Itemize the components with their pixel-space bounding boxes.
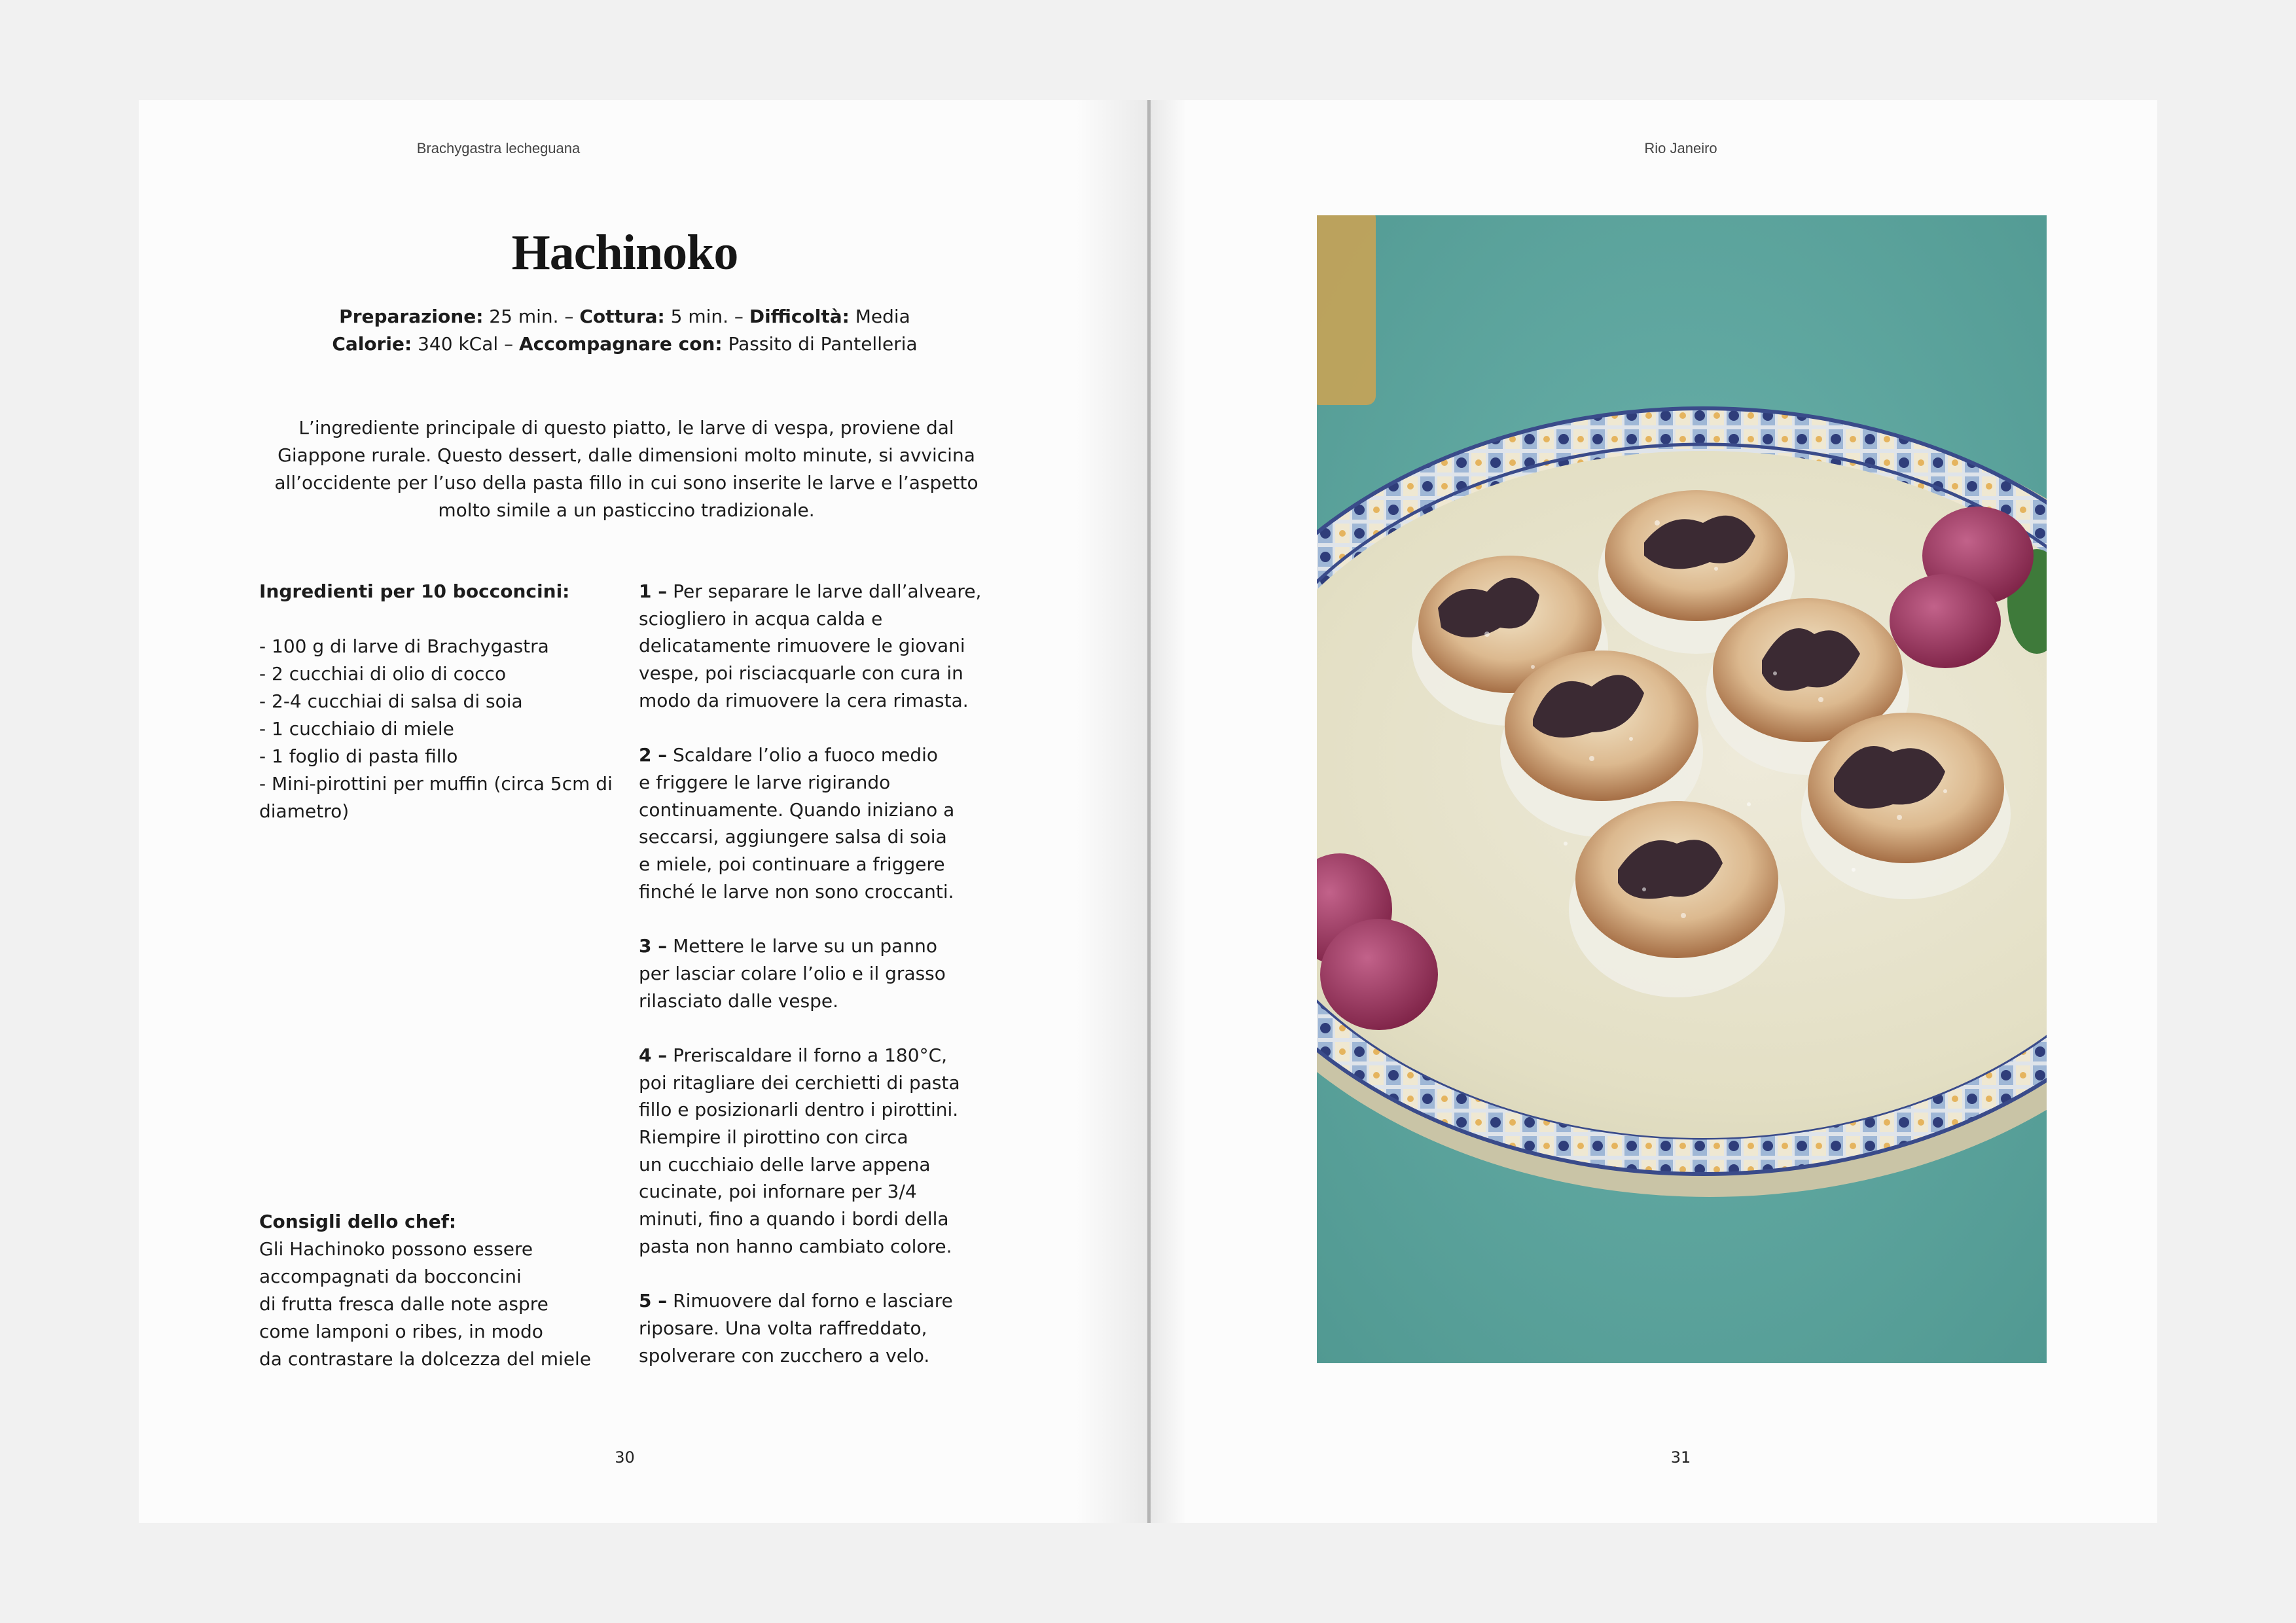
difficulty-value: Media: [849, 306, 910, 327]
step-1: [639, 578, 1005, 715]
step-2: [639, 741, 1005, 905]
right-page: [1147, 100, 2157, 1523]
pairing-label: Accompagnare con:: [518, 333, 723, 355]
raspberry: [1320, 919, 1438, 1030]
step-number: 1 –: [639, 580, 668, 602]
ingredient-item: - Mini-pirottini per muffin (circa 5cm di diametro): [259, 773, 613, 822]
gutter-shadow-right: [1151, 100, 1187, 1523]
calories-value: 340 kCal –: [412, 333, 519, 355]
ingredient-item: - 2 cucchiai di olio di cocco: [259, 663, 507, 685]
difficulty-label: Difficoltà:: [749, 306, 850, 327]
ingredient-item: - 2-4 cucchiai di salsa di soia: [259, 690, 523, 712]
meta-line-2: [139, 330, 1111, 358]
meta-line-1: [139, 303, 1111, 330]
ingredient-item: - 1 cucchiaio di miele: [259, 718, 454, 740]
running-head-text: Brachygastra lecheguana: [416, 140, 581, 156]
step-3: [639, 933, 1005, 1014]
step-text: Scaldare l’olio a fuoco medio e friggere le larve rigirando continuamente. Quando iniziano a seccarsi, aggiungere salsa di soia e miele, poi continuare a friggere finché le larve non sono croccanti.: [639, 744, 955, 902]
step-text: Mettere le larve su un panno per lasciar colare l’olio e il grasso rilasciato dalle vespe.: [639, 935, 946, 1012]
step-text: Preriscaldare il forno a 180°C, poi ritagliare dei cerchietti di pasta fillo e posizionarli dentro i pirottini. Riempire il pirottino con circa un cucchiaio delle larve appena cucinate, poi infornare per 3/4 minuti, fino a quando i bordi della pasta non hanno cambiato colore.: [639, 1044, 960, 1257]
step-number: 4 –: [639, 1044, 668, 1066]
pastry: [1801, 713, 2011, 899]
ingredients-list: [259, 633, 626, 825]
dish-photo: [1317, 215, 2047, 1363]
prep-value: 25 min. –: [483, 306, 580, 327]
step-text: Per separare le larve dall’alveare, sciogliero in acqua calda e delicatamente rimuovere le giovani vespe, poi risciacquarle con cura in modo da rimuovere la cera rimasta.: [639, 580, 982, 711]
cook-label: Cottura:: [579, 306, 665, 327]
left-page: [139, 100, 1147, 1523]
step-4: [639, 1042, 1005, 1260]
running-head-left: [139, 140, 1147, 157]
step-number: 2 –: [639, 744, 668, 766]
ingredients-section: [259, 578, 626, 825]
ingredient-item: - 100 g di larve di Brachygastra: [259, 635, 549, 657]
calories-label: Calorie:: [332, 333, 412, 355]
chef-tips-body: Gli Hachinoko possono essere accompagnati da bocconcini di frutta fresca dalle note aspre come lamponi o ribes, in modo da contrastare la dolcezza del miele: [259, 1238, 592, 1370]
page-number-right: 31: [1670, 1448, 1691, 1467]
pastry: [1569, 801, 1785, 997]
raspberry: [1890, 574, 2001, 668]
chef-tips-section: [259, 1208, 626, 1373]
prep-label: Preparazione:: [339, 306, 484, 327]
chef-tips-heading: Consigli dello chef:: [259, 1211, 457, 1232]
recipe-title: Hachinoko: [511, 225, 738, 280]
step-number: 3 –: [639, 935, 668, 957]
ingredients-heading: Ingredienti per 10 bocconcini:: [259, 580, 570, 602]
step-5: [639, 1287, 1005, 1369]
pairing-value: Passito di Pantelleria: [722, 333, 918, 355]
page-number-left: 30: [615, 1448, 635, 1467]
cook-value: 5 min. –: [664, 306, 749, 327]
recipe-intro: L’ingrediente principale di questo piatto, le larve di vespa, proviene dal Giappone rurale. Questo dessert, dalle dimensioni molto minute, si avvicina all’occidente per l’uso della pasta fillo in cui sono inserite le larve e l’aspetto molto simile a un pasticcino tradizionale.: [274, 417, 978, 521]
running-head-right: Rio Janeiro: [1644, 140, 1717, 156]
honey-jar: [1317, 215, 1376, 405]
steps-section: [639, 578, 1005, 1397]
recipe-meta: [139, 303, 1111, 358]
ingredient-item: - 1 foglio di pasta fillo: [259, 745, 458, 767]
step-number: 5 –: [639, 1290, 668, 1312]
dish-photo-svg: [1317, 215, 2047, 1363]
step-text: Rimuovere dal forno e lasciare riposare. Una volta raffreddato, spolverare con zucchero a velo.: [639, 1290, 953, 1366]
